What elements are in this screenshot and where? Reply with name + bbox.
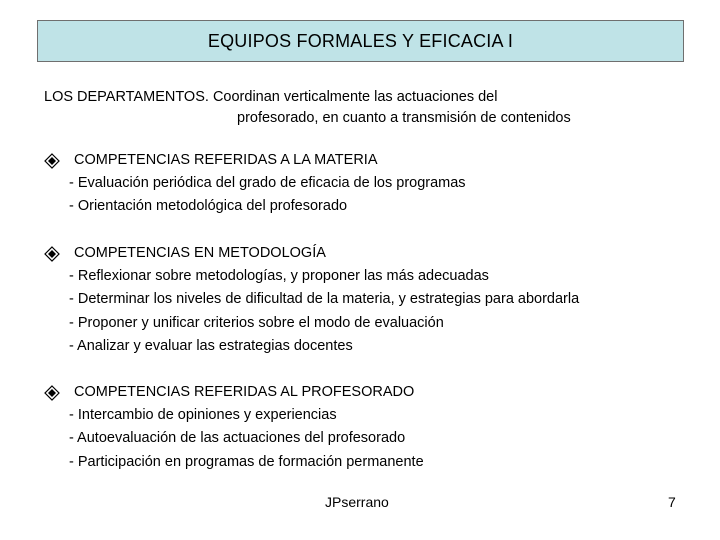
- list-item: - Analizar y evaluar las estrategias docentes: [69, 337, 353, 354]
- list-item: - Reflexionar sobre metodologías, y proponer las más adecuadas: [69, 268, 489, 285]
- section-metodologia: [44, 242, 579, 358]
- section-profesorado: [44, 381, 424, 474]
- intro-lead: LOS DEPARTAMENTOS: [44, 89, 205, 105]
- footer-author: JPserrano: [325, 494, 389, 510]
- list-item: - Proponer y unificar criterios sobre el modo de evaluación: [69, 314, 444, 331]
- list-item: - Determinar los niveles de dificultad de la materia, y estrategias para abordarla: [69, 291, 580, 308]
- intro-paragraph: [44, 87, 571, 129]
- intro-text-line1: . Coordinan verticalmente las actuaciones del: [204, 89, 498, 105]
- list-item: - Orientación metodológica del profesorado: [69, 198, 348, 215]
- page-number: 7: [668, 494, 676, 510]
- diamond-bullet-icon: [44, 246, 60, 262]
- slide-title-box: [37, 20, 684, 62]
- diamond-bullet-icon: [44, 385, 60, 401]
- list-item: - Intercambio de opiniones y experiencias: [69, 407, 337, 424]
- section-heading: COMPETENCIAS EN METODOLOGÍA: [74, 245, 326, 261]
- list-item: - Autoevaluación de las actuaciones del profesorado: [69, 430, 406, 447]
- section-heading: COMPETENCIAS REFERIDAS A LA MATERIA: [74, 152, 378, 168]
- list-item: - Participación en programas de formación permanente: [69, 453, 424, 470]
- section-heading: COMPETENCIAS REFERIDAS AL PROFESORADO: [74, 384, 415, 400]
- section-materia: [44, 149, 466, 219]
- diamond-bullet-icon: [44, 153, 60, 169]
- list-item: - Evaluación periódica del grado de eficacia de los programas: [69, 175, 466, 192]
- slide-title: EQUIPOS FORMALES Y EFICACIA I: [207, 30, 514, 51]
- intro-text-line2: profesorado, en cuanto a transmisión de contenidos: [237, 110, 571, 126]
